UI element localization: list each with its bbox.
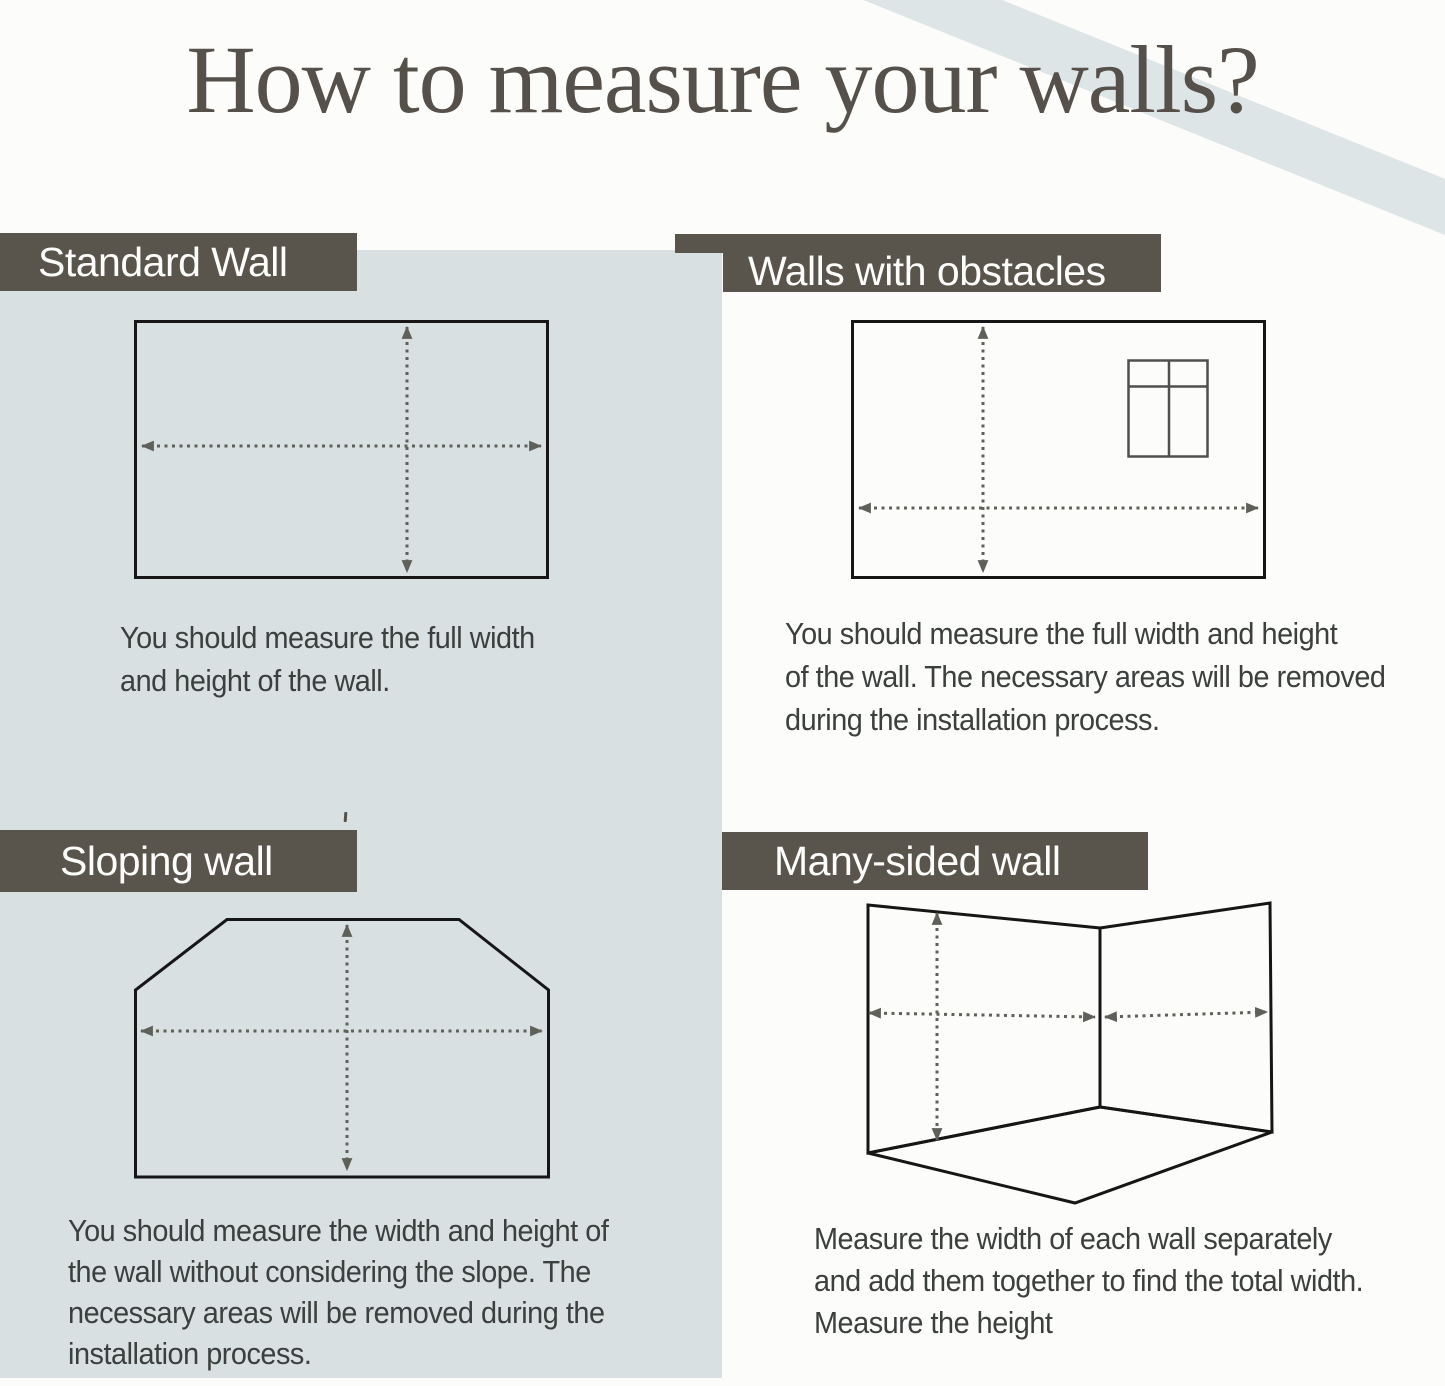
description-line: You should measure the full width and height — [785, 616, 1338, 651]
sloping-wall-diagram — [125, 905, 560, 1190]
description-line: Measure the height — [814, 1305, 1053, 1340]
section-banner-standard-wall — [0, 233, 357, 291]
section-label-walls-with-obstacles: Walls with obstacles — [748, 248, 1106, 294]
left-wall-width-arrow — [869, 1013, 1095, 1017]
standard-wall-description — [120, 616, 535, 702]
description-line: Measure the width of each wall separately — [814, 1221, 1332, 1256]
description-line: installation process. — [68, 1336, 312, 1371]
page-title: How to measure your walls? — [186, 26, 1259, 133]
section-label-many-sided-wall: Many-sided wall — [774, 838, 1061, 884]
right-wall-width-arrow — [1105, 1012, 1267, 1017]
standard-wall-diagram — [130, 315, 555, 585]
description-line: during the installation process. — [785, 702, 1160, 737]
description-line: You should measure the width and height of — [68, 1213, 609, 1248]
right-wall-outline — [1100, 903, 1272, 1132]
window-icon — [1129, 361, 1208, 457]
description-line: and add them together to find the total width. — [814, 1263, 1364, 1298]
sloping-wall-description — [68, 1210, 608, 1374]
walls-with-obstacles-description — [785, 612, 1386, 741]
many-sided-wall-diagram — [855, 895, 1285, 1210]
section-label-standard-wall: Standard Wall — [38, 239, 288, 285]
description-line: and height of the wall. — [120, 663, 390, 698]
description-line: of the wall. The necessary areas will be removed — [785, 659, 1386, 694]
description-line: necessary areas will be removed during the — [68, 1295, 605, 1330]
walls-with-obstacles-diagram — [845, 315, 1275, 585]
floor-outline — [868, 1107, 1272, 1203]
section-banner-sloping-wall — [0, 830, 357, 892]
section-label-sloping-wall: Sloping wall — [60, 838, 273, 884]
description-line: the wall without considering the slope. The — [68, 1254, 591, 1289]
section-banner-many-sided-wall — [722, 832, 1148, 890]
description-line: You should measure the full width — [120, 620, 535, 655]
many-sided-wall-description — [814, 1218, 1363, 1344]
sloped-wall-outline — [136, 920, 549, 1178]
wall-outline — [136, 322, 548, 578]
section-banner-walls-with-obstacles — [723, 248, 1161, 294]
left-wall-outline — [868, 905, 1100, 1153]
